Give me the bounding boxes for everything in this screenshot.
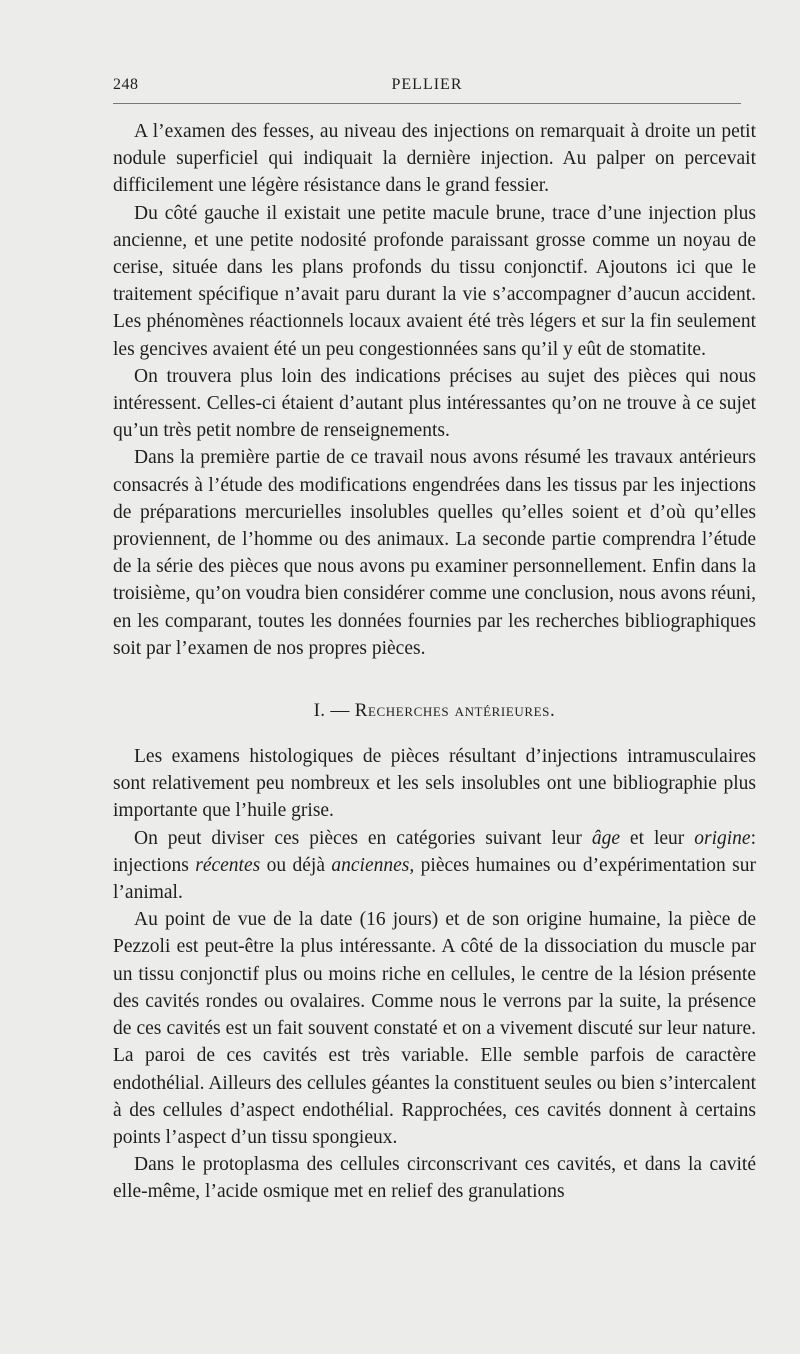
paragraph: Du côté gauche il existait une petite macule brune, trace d’une injection plus ancienne, et une petite nodosité profonde paraissant grosse comme un noyau de cerise, située dans les plans profonds du tissu conjonctif. Ajoutons ici que le traitement spécifique n’avait paru durant la vie s’accompagner d’aucun accident. Les phénomènes réactionnels locaux avaient été très légers et sur la fin seulement les gencives avaient été un peu congestionnées sans qu’il y eût de stomatite. — [113, 202, 756, 360]
section-number: I. — — [313, 700, 350, 722]
text-run: pièces humaines ou d’expérimentation sur l’animal. — [113, 854, 756, 904]
text-run: : injections — [113, 827, 756, 876]
italic-term: origine — [694, 827, 751, 849]
italic-term: anciennes, — [331, 854, 415, 876]
paragraph — [113, 825, 756, 907]
paragraph: A l’examen des fesses, au niveau des injections on remarquait à droite un petit nodule superficiel qui indiquait la dernière injection. Au palper on percevait difficilement une légère résistance dans le grand fessier. — [113, 121, 756, 197]
running-header — [113, 76, 741, 100]
paragraph: Les examens histologiques de pièces résultant d’injections intramusculaires sont relativement peu nombreux et les sels insolubles ont une bibliographie plus importante que l’huile grise. — [113, 746, 756, 822]
text-run: On peut diviser ces pièces en catégories suivant leur — [134, 827, 592, 849]
running-title: PELLIER — [391, 76, 463, 93]
text-run: ou déjà — [260, 854, 332, 876]
paragraph: On trouvera plus loin des indications précises au sujet des pièces qui nous intéressent. Celles-ci étaient d’autant plus intéressantes qu’on ne trouve à ce sujet qu’un très petit nombre de renseignements. — [113, 365, 756, 442]
paragraph: Au point de vue de la date (16 jours) et de son origine humaine, la pièce de Pezzoli est peut-être la plus intéressante. A côté de la dissociation du muscle par un tissu conjonctif plus ou moins riche en cellules, le centre de la lésion présente des cavités rondes ou ovalaires. Comme nous le verrons par la suite, la présence de ces cavités est un fait souvent constaté et on a vivement discuté sur leur nature. La paroi de ces cavités est très variable. Elle semble parfois de caractère endothélial. Ailleurs des cellules géantes la constituent seules ou bien s’intercalent à des cellules d’aspect endothélial. Rapprochées, ces cavités donnent à certains points l’aspect d’un tissu spongieux. — [113, 909, 756, 1148]
paragraph: Dans la première partie de ce travail nous avons résumé les travaux antérieurs consacrés à l’étude des modifications engendrées dans les tissus par les injections de préparations mercurielles insolubles quelles qu’elles soient et d’où qu’elles proviennent, de l’homme ou des animaux. La seconde partie comprendra l’étude de la série des pièces que nous avons pu examiner personnellement. Enfin dans la troisième, qu’on voudra bien considérer comme une conclusion, nous avons réuni, en les comparant, toutes les données fournies par les recherches bibliographiques soit par l’examen de nos propres pièces. — [113, 447, 756, 659]
section-heading — [113, 699, 756, 723]
italic-term: récentes — [195, 854, 261, 876]
body-text — [113, 118, 756, 1206]
italic-term: âge — [591, 827, 620, 849]
page-number: 248 — [113, 76, 139, 93]
text-run: et leur — [619, 827, 695, 849]
paragraph: Dans le protoplasma des cellules circonscrivant ces cavités, et dans la cavité elle-même, l’acide osmique met en relief des granulations — [113, 1154, 756, 1203]
header-rule — [113, 103, 741, 104]
section-title: Recherches antérieures. — [354, 700, 556, 722]
